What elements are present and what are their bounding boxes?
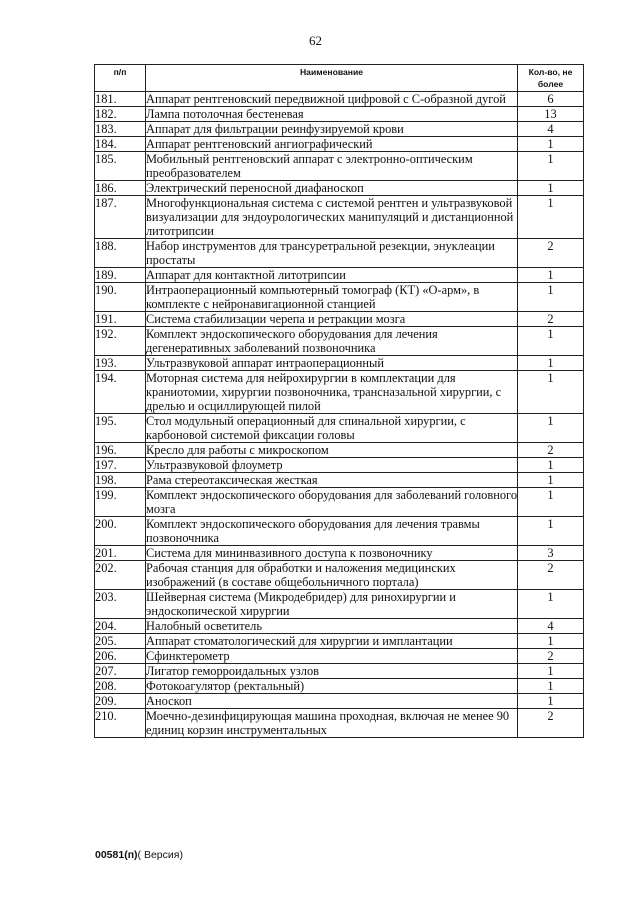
table-row: [95, 694, 584, 709]
row-name: Электрический переносной диафаноскоп: [146, 181, 518, 196]
row-number: 205.: [95, 634, 146, 649]
table-row: [95, 561, 584, 590]
row-number: 204.: [95, 619, 146, 634]
table-body: [95, 92, 584, 738]
row-number: 195.: [95, 414, 146, 443]
row-number: 207.: [95, 664, 146, 679]
row-quantity: 1: [518, 152, 584, 181]
row-name: Моторная система для нейрохирургии в комплектации для краниотомии, хирургии позвоночника, трансназальной хирургии, с дрелью и осциллирующей пилой: [146, 371, 518, 414]
row-number: 183.: [95, 122, 146, 137]
row-name: Набор инструментов для трансуретральной резекции, энуклеации простаты: [146, 239, 518, 268]
table-row: [95, 488, 584, 517]
row-quantity: 3: [518, 546, 584, 561]
table-row: [95, 239, 584, 268]
row-name: Лигатор геморроидальных узлов: [146, 664, 518, 679]
row-name: Рабочая станция для обработки и наложения медицинских изображений (в составе общебольничного портала): [146, 561, 518, 590]
row-number: 186.: [95, 181, 146, 196]
row-quantity: 2: [518, 443, 584, 458]
row-quantity: 2: [518, 561, 584, 590]
table-row: [95, 443, 584, 458]
table-row: [95, 619, 584, 634]
row-quantity: 2: [518, 312, 584, 327]
row-number: 192.: [95, 327, 146, 356]
row-number: 189.: [95, 268, 146, 283]
row-quantity: 1: [518, 694, 584, 709]
row-number: 203.: [95, 590, 146, 619]
table-row: [95, 137, 584, 152]
row-name: Кресло для работы с микроскопом: [146, 443, 518, 458]
row-name: Комплект эндоскопического оборудования для лечения травмы позвоночника: [146, 517, 518, 546]
table-row: [95, 196, 584, 239]
table-row: [95, 122, 584, 137]
row-number: 181.: [95, 92, 146, 107]
table-row: [95, 458, 584, 473]
row-quantity: 1: [518, 137, 584, 152]
row-quantity: 1: [518, 590, 584, 619]
row-name: Стол модульный операционный для спинальной хирургии, с карбоновой системой фиксации головы: [146, 414, 518, 443]
row-quantity: 2: [518, 239, 584, 268]
row-name: Моечно-дезинфицирующая машина проходная, включая не менее 90 единиц корзин инструментальных: [146, 709, 518, 738]
row-quantity: 1: [518, 327, 584, 356]
row-quantity: 1: [518, 283, 584, 312]
table-row: [95, 312, 584, 327]
table-row: [95, 92, 584, 107]
row-quantity: 1: [518, 488, 584, 517]
row-name: Система для мининвазивного доступа к позвоночнику: [146, 546, 518, 561]
row-number: 210.: [95, 709, 146, 738]
header-quantity: Кол-во, не более: [518, 65, 584, 92]
row-number: 197.: [95, 458, 146, 473]
row-number: 208.: [95, 679, 146, 694]
row-quantity: 1: [518, 458, 584, 473]
row-name: Мобильный рентгеновский аппарат с электронно-оптическим преобразователем: [146, 152, 518, 181]
table-row: [95, 181, 584, 196]
row-number: 190.: [95, 283, 146, 312]
row-quantity: 1: [518, 371, 584, 414]
header-name: Наименование: [146, 65, 518, 92]
row-quantity: 4: [518, 619, 584, 634]
row-quantity: 1: [518, 414, 584, 443]
table-row: [95, 268, 584, 283]
page-number: 62: [309, 33, 322, 48]
table-row: [95, 283, 584, 312]
table-row: [95, 590, 584, 619]
row-name: Шейверная система (Микродебридер) для ринохирургии и эндоскопической хирургии: [146, 590, 518, 619]
row-number: 191.: [95, 312, 146, 327]
row-quantity: 6: [518, 92, 584, 107]
row-number: 199.: [95, 488, 146, 517]
table-row: [95, 649, 584, 664]
table-row: [95, 634, 584, 649]
row-number: 188.: [95, 239, 146, 268]
row-number: 198.: [95, 473, 146, 488]
row-name: Фотокоагулятор (ректальный): [146, 679, 518, 694]
table-row: [95, 517, 584, 546]
row-quantity: 4: [518, 122, 584, 137]
row-name: Система стабилизации черепа и ретракции мозга: [146, 312, 518, 327]
row-name: Комплект эндоскопического оборудования для заболеваний головного мозга: [146, 488, 518, 516]
row-quantity: 1: [518, 473, 584, 488]
row-name: Рама стереотаксическая жесткая: [146, 473, 518, 488]
row-name: Аппарат для фильтрации реинфузируемой крови: [146, 122, 518, 137]
row-name: Аппарат стоматологический для хирургии и имплантации: [146, 634, 518, 649]
row-quantity: 1: [518, 664, 584, 679]
row-number: 196.: [95, 443, 146, 458]
equipment-table: [94, 64, 584, 738]
table-row: [95, 152, 584, 181]
table-row: [95, 371, 584, 414]
row-quantity: 1: [518, 356, 584, 371]
row-quantity: 2: [518, 709, 584, 738]
row-quantity: 1: [518, 181, 584, 196]
row-quantity: 1: [518, 196, 584, 239]
row-quantity: 1: [518, 634, 584, 649]
row-number: 184.: [95, 137, 146, 152]
row-name: Ультразвуковой аппарат интраоперационный: [146, 356, 518, 371]
table-row: [95, 679, 584, 694]
footer: [95, 849, 183, 861]
row-name: Налобный осветитель: [146, 619, 518, 634]
row-name: Интраоперационный компьютерный томограф (КТ) «О-арм», в комплекте с нейронавигационной станцией: [146, 283, 518, 312]
row-number: 193.: [95, 356, 146, 371]
table-row: [95, 709, 584, 738]
row-number: 201.: [95, 546, 146, 561]
row-number: 185.: [95, 152, 146, 181]
table-row: [95, 356, 584, 371]
row-number: 206.: [95, 649, 146, 664]
table-row: [95, 546, 584, 561]
row-name: Лампа потолочная бестеневая: [146, 107, 518, 122]
row-name: Комплект эндоскопического оборудования для лечения дегенеративных заболеваний позвоночника: [146, 327, 518, 356]
row-number: 187.: [95, 196, 146, 239]
table-row: [95, 414, 584, 443]
row-number: 182.: [95, 107, 146, 122]
row-number: 194.: [95, 371, 146, 414]
table-row: [95, 473, 584, 488]
row-number: 202.: [95, 561, 146, 590]
document-code: 00581(п): [95, 849, 138, 861]
row-quantity: 1: [518, 268, 584, 283]
row-name: Аппарат для контактной литотрипсии: [146, 268, 518, 283]
header-number: п/п: [95, 65, 146, 92]
document-version: ( Версия): [137, 849, 183, 861]
row-name: Ультразвуковой флоуметр: [146, 458, 518, 473]
row-name: Аппарат рентгеновский ангиографический: [146, 137, 518, 152]
row-number: 209.: [95, 694, 146, 709]
row-quantity: 13: [518, 107, 584, 122]
row-quantity: 2: [518, 649, 584, 664]
row-name: Сфинктерометр: [146, 649, 518, 664]
row-quantity: 1: [518, 679, 584, 694]
table-row: [95, 107, 584, 122]
row-number: 200.: [95, 517, 146, 546]
row-quantity: 1: [518, 517, 584, 546]
row-name: Многофункциональная система с системой рентген и ультразвуковой визуализации для эндоурологических манипуляций и дистанционной литотрипсии: [146, 196, 518, 239]
row-name: Аноскоп: [146, 694, 518, 709]
table-row: [95, 327, 584, 356]
row-name: Аппарат рентгеновский передвижной цифровой с С-образной дугой: [146, 92, 518, 107]
table-row: [95, 664, 584, 679]
table-header-row: [95, 65, 584, 92]
